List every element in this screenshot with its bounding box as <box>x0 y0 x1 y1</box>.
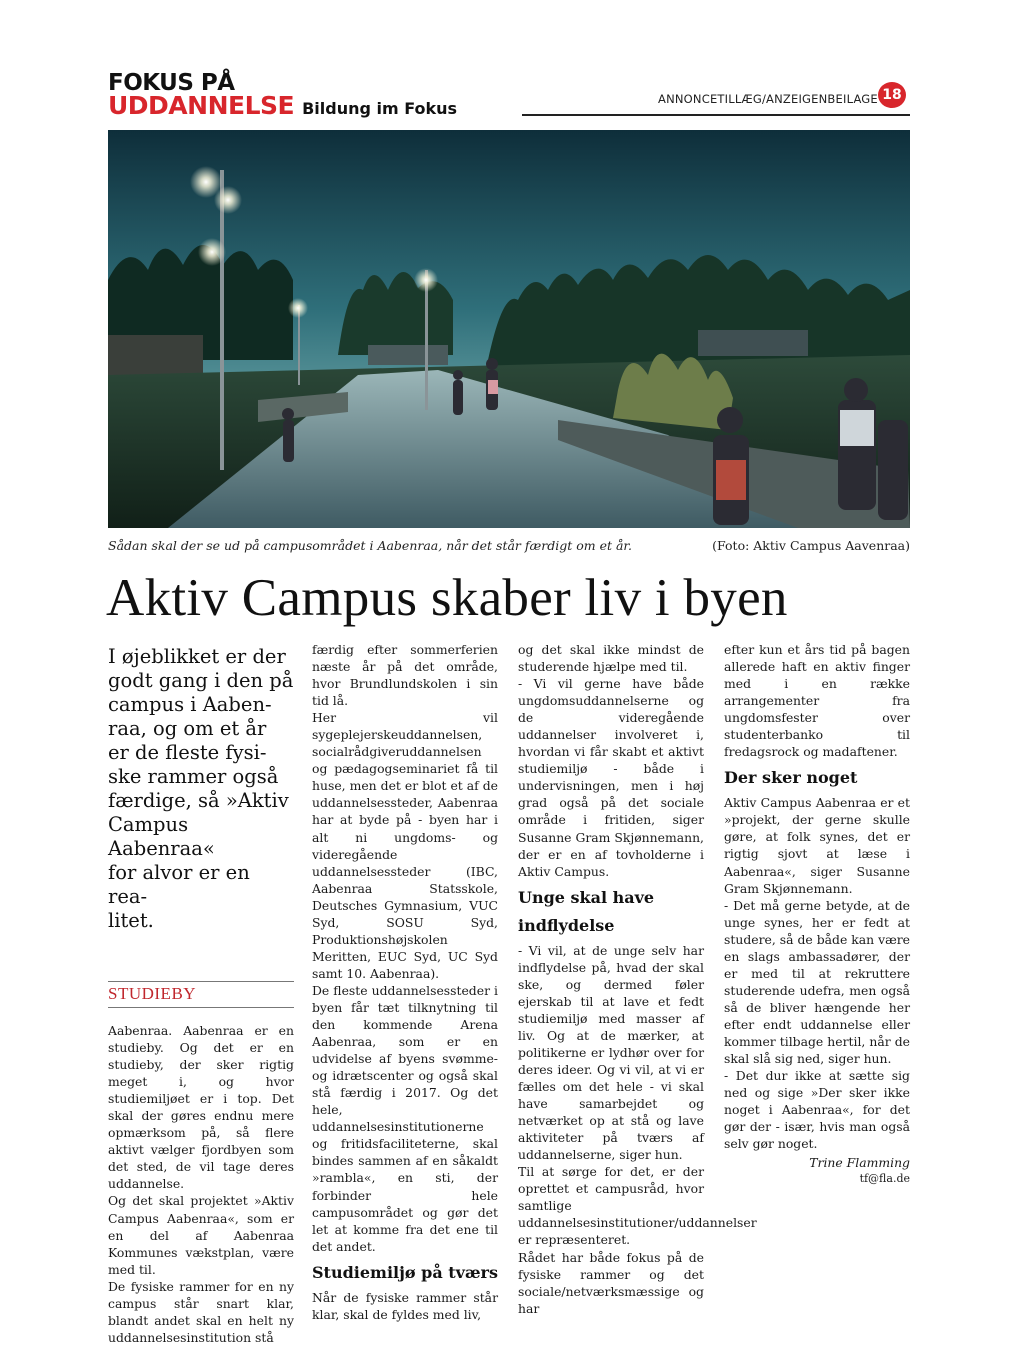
author-byline: Trine Flamming <box>809 1155 910 1171</box>
masthead-line2: UDDANNELSE <box>108 91 295 120</box>
body-paragraph: færdig efter sommerferien næste år på det område, hvor Brundlundskolen i sin tid lå. <box>312 642 498 709</box>
subheading: Unge skal have indflydelse <box>518 887 655 935</box>
body-paragraph: De fleste uddannelsessteder i byen får tæt tilknytning til den kommende Arena Aabenraa, som er en udvidelse af byens svømme- og idrætscenter og også skal stå færdig i 2017. Og det hele, uddannelsesinstitutionerne og fritidsfaciliteterne, skal bindes sammen af en såkaldt »rambla«, en sti, der forbinder hele campusområdet og gør det let at komme fra det ene til det andet. <box>312 982 498 1254</box>
body-paragraph: - Vi vil gerne have både ungdomsuddannelserne og de videregående uddannelser involveret i, hvordan vi får skabt et aktivt studiemiljø - både i undervisningen, men i høj grad også på det sociale område i fritiden, siger Susanne Gram Skjønnemann, der er en af tovholderne i Aktiv Campus. <box>518 676 704 879</box>
body-paragraph: - Det må gerne betyde, at de unge synes, her er fedt at studere, så de både kan være en slags ambassadører, der er med til at rekruttere studerende udefra, men også så de bliver hængende her efter endt uddannelse eller kommer tilbage hertil, når de skal slå sig ned, siger hun. <box>724 897 910 1067</box>
body-paragraph: De fysiske rammer for en ny campus står snart klar, blandt andet skal en helt ny uddannelsesinstitution stå <box>108 1278 294 1345</box>
subheading: Studiemiljø på tværs <box>312 1262 498 1282</box>
author-email: tf@fla.de <box>859 1172 910 1186</box>
subheading: Der sker noget <box>724 768 858 788</box>
article-lead: I øjeblikket er der godt gang i den på campus i Aaben- raa, og om et år er de fleste fysi- ske rammer også færdige, så »Aktiv Campus Aabenraa« for alvor er en rea- litet. <box>108 645 294 932</box>
masthead-subtitle: Bildung im Fokus <box>302 99 458 118</box>
body-paragraph: Når de fysiske rammer står klar, skal de fyldes med liv, <box>312 1289 498 1322</box>
article-column-3 <box>518 641 757 1317</box>
masthead-logo <box>108 72 457 118</box>
header-rule <box>522 114 910 116</box>
photo-credit: (Foto: Aktiv Campus Aavenraa) <box>712 538 910 553</box>
article-column-1 <box>108 645 294 1346</box>
body-paragraph: Aabenraa. Aabenraa er en studieby. Og det er en studieby, der sker rigtig meget i, og hvor studiemiljøet er i top. Det skal der gøres endnu mere opmærksom på, så flere aktivt vælger fjordbyen som det sted, de vil tage deres uddannelse. <box>108 1023 294 1192</box>
body-paragraph: Og det skal projektet »Aktiv Campus Aabenraa«, som er en del af Aabenraa Kommunes vækstplan, være med til. <box>108 1193 294 1277</box>
section-label: STUDIEBY <box>108 982 294 1008</box>
article-column-4 <box>724 641 910 1187</box>
article-column-2 <box>312 641 498 1323</box>
body-paragraph: Til at sørge for det, er der oprettet et campusråd, hvor samtlige uddannelsesinstitutioner/uddannelser er repræsenteret. <box>518 1164 757 1248</box>
body-paragraph: og det skal ikke mindst de studerende hjælpe med til. <box>518 642 704 675</box>
page-number-badge: 18 <box>878 82 906 108</box>
body-paragraph: efter kun et års tid på bagen allerede haft en aktiv finger med i en række arrangementer fra ungdomsfester over studenterbanko til fredagsrock og madaftener. <box>724 642 910 760</box>
body-paragraph: - Vi vil, at de unge selv har indflydelse på, hvad der skal ske, og dermed føler ejerskab til at lave et fedt studiemiljø med masser af liv. Og at de mærker, at politikerne er lydhør over for deres ideer. Og vi vil, at vi er fælles om det hele - vi skal have samarbejdet og netværket op at stå og lave aktiviteter på tværs af uddannelserne, siger hun. <box>518 942 704 1163</box>
masthead-line1: FOKUS PÅ <box>108 70 235 96</box>
body-paragraph: Her vil sygeplejerskeuddannelsen, socialrådgiveruddannelsen og pædagogseminariet få til huse, men det er blot et af de uddannelsessteder, Aabenraa har at byde på - byen har i alt ni ungdoms- og videregående uddannelsessteder (IBC, Aabenraa Statsskole, Deutsches Gymnasium, VUC Syd, SOSU Syd, Produktionshøjskolen Meritten, EUC Syd, UC Syd samt 10. Aabenraa). <box>312 710 498 981</box>
article-headline: Aktiv Campus skaber liv i byen <box>106 569 788 627</box>
body-paragraph: Aktiv Campus Aabenraa er et »projekt, der gerne skulle gøre, at folk synes, det er rigtig sjovt at læse i Aabenraa«, siger Susanne Gram Skjønnemann. <box>724 795 910 896</box>
photo-caption: Sådan skal der se ud på campusområdet i Aabenraa, når det står færdigt om et år. <box>108 538 633 553</box>
campus-photo <box>108 130 910 528</box>
body-paragraph: Rådet har både fokus på de fysiske rammer og det sociale/netværksmæssige og har <box>518 1249 704 1316</box>
body-paragraph: - Det dur ikke at sætte sig ned og sige »Der sker ikke noget i Aabenraa«, for det gør der - især, hvis man også selv gør noget. <box>724 1068 910 1152</box>
supplement-label: ANNONCETILLÆG/ANZEIGENBEILAGE <box>658 92 878 106</box>
